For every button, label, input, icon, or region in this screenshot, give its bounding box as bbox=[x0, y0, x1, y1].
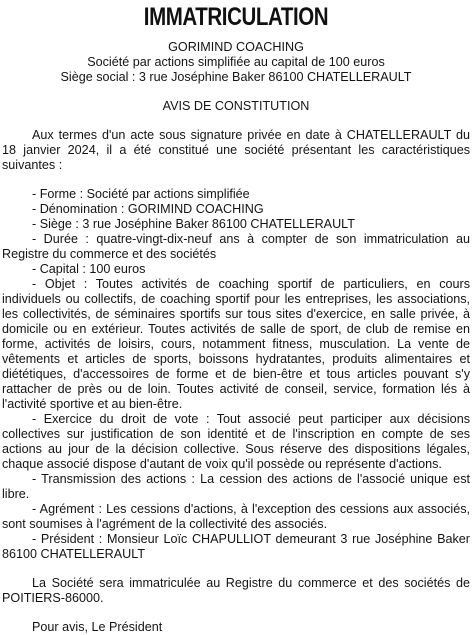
item-forme: - Forme : Société par actions simplifiée bbox=[32, 187, 250, 201]
company-name: GORIMIND COACHING bbox=[168, 40, 304, 54]
company-siege: Siège social : 3 rue Joséphine Baker 86100 CHATELLERAULT bbox=[60, 70, 412, 84]
item-siege: - Siège : 3 rue Joséphine Baker 86100 CHATELLERAULT bbox=[32, 217, 355, 231]
registration-paragraph: La Société sera immatriculée au Registre du commerce et des sociétés de POITIERS-86000. bbox=[2, 576, 470, 605]
legal-notice bbox=[0, 2, 473, 634]
item-denomination: - Dénomination : GORIMIND COACHING bbox=[32, 202, 264, 216]
signature: Pour avis, Le Président bbox=[32, 620, 163, 634]
item-agrement: - Agrément : Les cessions d'actions, à l'exception des cessions aux associés, sont soumises à l'agrément de la collectivité des associés. bbox=[2, 502, 470, 531]
item-capital: - Capital : 100 euros bbox=[32, 262, 146, 276]
item-president: - Président : Monsieur Loïc CHAPULLIOT demeurant 3 rue Joséphine Baker 86100 CHATELLERAULT bbox=[2, 532, 470, 561]
company-form-capital: Société par actions simplifiée au capital de 100 euros bbox=[87, 55, 385, 69]
company-header bbox=[2, 40, 470, 85]
item-objet: - Objet : Toutes activités de coaching sportif de particuliers, en cours individuels ou collectifs, de coaching sportif pour les entreprises, les associations, les collectivités, de séminaires sportifs sur tous sites d'exercice, en salle privée, à domicile ou en extérieur. Toutes activités de salle de sport, de club de remise en forme, activités de loisirs, cours, notamment fitness, musculation. La vente de vêtements et articles de sports, boissons hydratantes, produits alimentaires et diététiques, d'accessoires de forme et de bien-être et tous articles pouvant s'y rattacher de près ou de loin. Toutes activité de conseil, service, formation lés à l'activité sportive et au bien-être. bbox=[2, 277, 470, 411]
item-transmission: - Transmission des actions : La cession des actions de l'associé unique est libre. bbox=[2, 472, 470, 501]
notice-title: IMMATRICULATION bbox=[143, 3, 329, 31]
intro-paragraph: Aux termes d'un acte sous signature privée en date à CHATELLERAULT du 18 janvier 2024, il a été constitué une société présentant les caractéristiques suivantes : bbox=[2, 128, 470, 172]
item-duree: - Durée : quatre-vingt-dix-neuf ans à compter de son immatriculation au Registre du commerce et des sociétés bbox=[2, 232, 470, 261]
notice-body bbox=[2, 128, 470, 635]
item-vote: - Exercice du droit de vote : Tout associé peut participer aux décisions collectives sur justification de son identité et de l'inscription en compte de ses actions au jour de la décision collective. Sous réserve des dispositions légales, chaque associé dispose d'autant de voix qu'il possède ou représente d'actions. bbox=[2, 412, 470, 471]
avis-title: AVIS DE CONSTITUTION bbox=[162, 99, 310, 113]
